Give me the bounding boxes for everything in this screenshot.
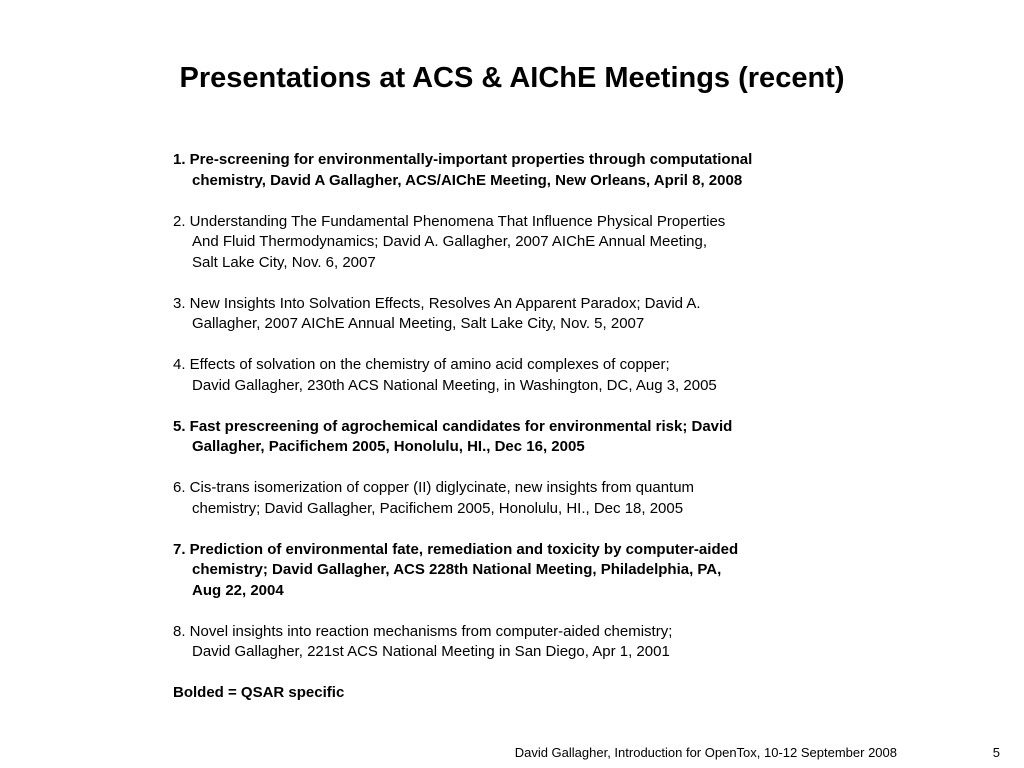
list-item-line: 1. Pre-screening for environmentally-important properties through computational (173, 151, 753, 168)
slide-footer: David Gallagher, Introduction for OpenTox, 10-12 September 2008 (514, 745, 897, 760)
list-item-line: 3. New Insights Into Solvation Effects, Resolves An Apparent Paradox; David A. (173, 294, 701, 312)
list-item-line: chemistry; David Gallagher, ACS 228th National Meeting, Philadelphia, PA, (192, 561, 722, 578)
list-item-line: 7. Prediction of environmental fate, remediation and toxicity by computer-aided (173, 540, 739, 558)
list-item-line: Aug 22, 2004 (192, 581, 284, 599)
list-item (173, 212, 973, 274)
list-item (173, 478, 973, 519)
list-item-line: 4. Effects of solvation on the chemistry of amino acid complexes of copper; (173, 356, 670, 373)
presentation-list (173, 150, 973, 704)
list-item (173, 355, 973, 396)
list-item-line: And Fluid Thermodynamics; David A. Gallagher, 2007 AIChE Annual Meeting, (192, 233, 708, 250)
list-item-line: chemistry; David Gallagher, Pacifichem 2005, Honolulu, HI., Dec 18, 2005 (192, 499, 684, 517)
list-item (173, 417, 973, 458)
list-item-line: David Gallagher, 230th ACS National Meeting, in Washington, DC, Aug 3, 2005 (192, 376, 717, 394)
list-item (173, 150, 973, 191)
list-item-line: Gallagher, Pacifichem 2005, Honolulu, HI., Dec 16, 2005 (192, 438, 585, 455)
list-item-line: David Gallagher, 221st ACS National Meeting in San Diego, Apr 1, 2001 (192, 643, 670, 660)
list-item-line: 8. Novel insights into reaction mechanisms from computer-aided chemistry; (173, 622, 673, 640)
list-item (173, 294, 973, 335)
list-item-line: Gallagher, 2007 AIChE Annual Meeting, Salt Lake City, Nov. 5, 2007 (192, 315, 645, 332)
list-item (173, 540, 973, 602)
list-item-line: chemistry, David A Gallagher, ACS/AIChE Meeting, New Orleans, April 8, 2008 (192, 171, 743, 189)
list-item-line: 2. Understanding The Fundamental Phenomena That Influence Physical Properties (173, 212, 726, 230)
list-item-line: 5. Fast prescreening of agrochemical candidates for environmental risk; David (173, 417, 733, 435)
slide-title: Presentations at ACS & AIChE Meetings (recent) (179, 62, 845, 94)
list-item-line: 6. Cis-trans isomerization of copper (II) diglycinate, new insights from quantum (173, 479, 695, 496)
legend-note: Bolded = QSAR specific (173, 684, 345, 701)
list-item (173, 622, 973, 663)
list-item-line: Salt Lake City, Nov. 6, 2007 (192, 253, 376, 271)
page-number: 5 (992, 745, 1000, 760)
